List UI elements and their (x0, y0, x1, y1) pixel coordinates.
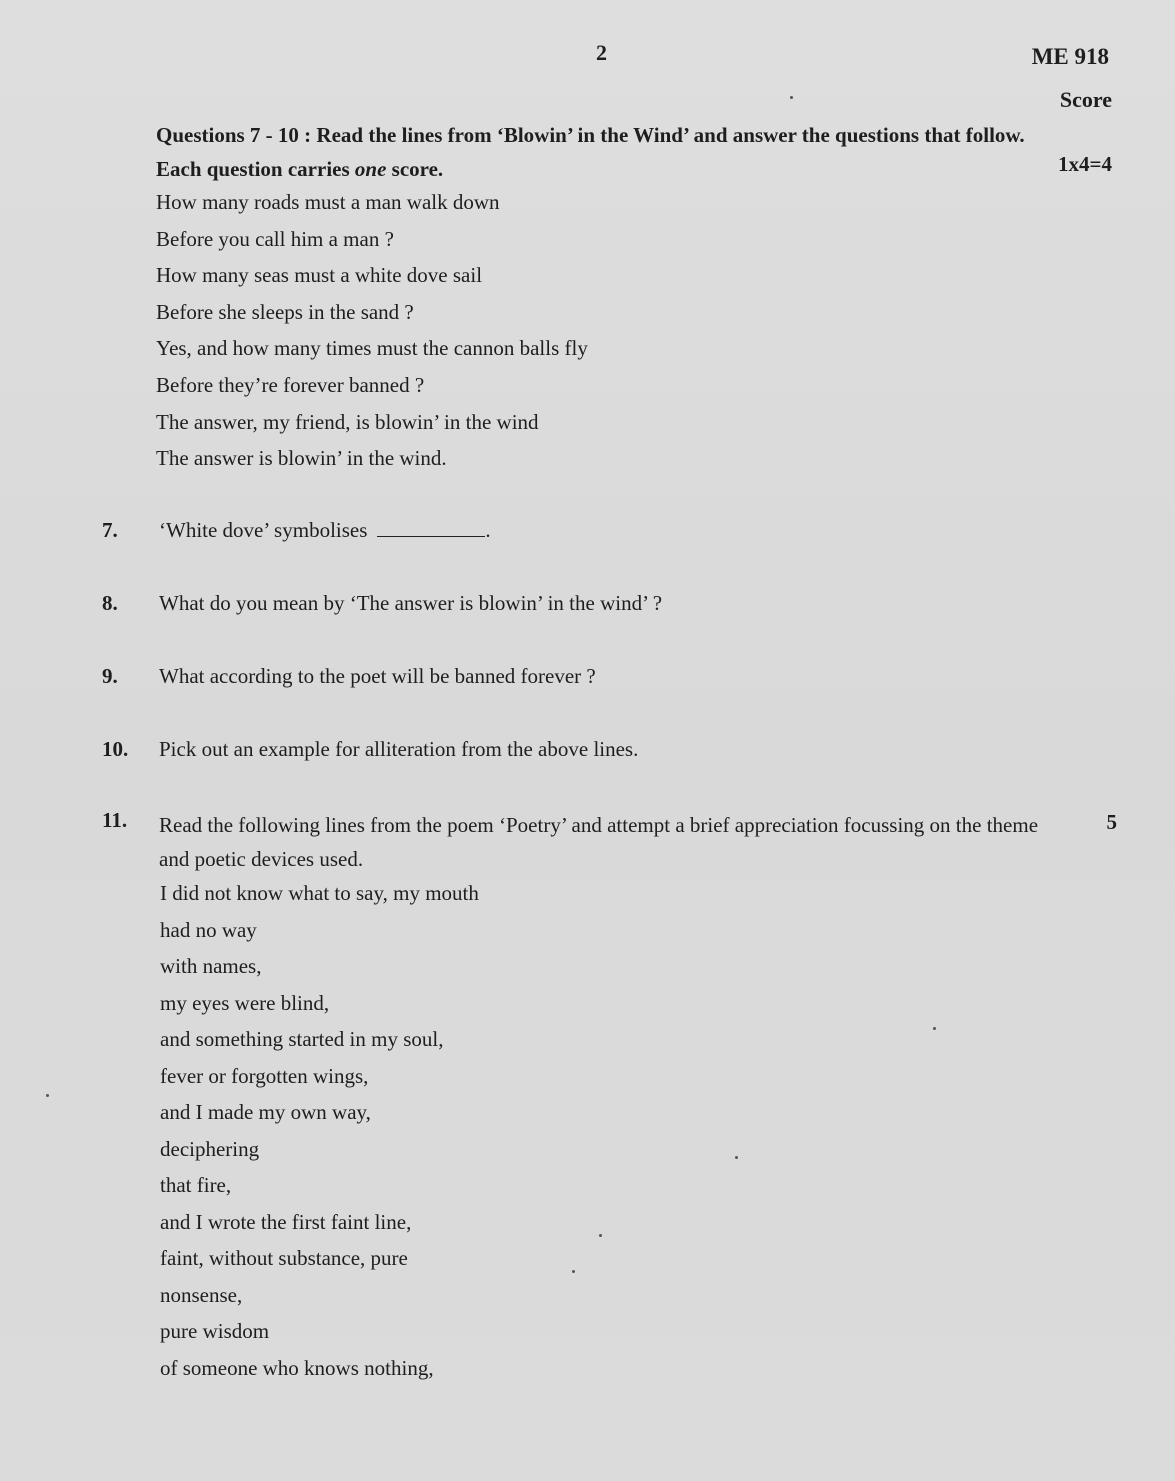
page-number: 2 (596, 40, 607, 65)
instruction-text: Questions 7 - 10 : Read the lines from ‘Blowin’ in the Wind’ and answer the questions that follow. Each question carries (156, 123, 1025, 181)
question-number: 7. (102, 518, 118, 542)
poem-line: How many seas must a white dove sail (156, 263, 483, 288)
poem-line: and I wrote the first faint line, (160, 1209, 412, 1234)
question-text: Pick out an example for alliteration from the above lines. (159, 737, 639, 761)
question-prompt: ‘White dove’ symbolises (159, 518, 368, 542)
scan-speck (599, 1234, 602, 1237)
poem-line: my eyes were blind, (160, 990, 330, 1015)
poem-line: had no way (160, 917, 257, 942)
question-number: 10. (102, 737, 129, 761)
question-11-marks: 5 (1106, 810, 1117, 834)
poem-line: Before they’re forever banned ? (156, 372, 425, 397)
poem-poetry (160, 875, 479, 1386)
poem-line: of someone who knows nothing, (160, 1355, 434, 1380)
poem-line: and I made my own way, (160, 1100, 371, 1124)
poem-blowin-in-the-wind (156, 184, 588, 477)
poem-line: nonsense, (160, 1282, 243, 1307)
poem-line: Yes, and how many times must the cannon balls fly (156, 336, 588, 361)
question-text: Read the following lines from the poem ‘Poetry’ and attempt a brief appreciation focussing on the theme and poetic devices used. (159, 813, 1039, 871)
scan-speck (933, 1027, 936, 1030)
answer-blank (377, 535, 485, 537)
instruction-end: score. (386, 157, 444, 181)
section-instruction (156, 118, 1056, 186)
instruction-emphasis: one (354, 157, 387, 181)
poem-line: Before you call him a man ? (156, 226, 394, 251)
poem-line: I did not know what to say, my mouth (160, 881, 479, 905)
poem-line: fever or forgotten wings, (160, 1063, 369, 1088)
scan-speck (790, 96, 793, 99)
blank-period: . (485, 518, 491, 542)
poem-line: pure wisdom (160, 1319, 270, 1343)
question-number: 9. (102, 664, 118, 688)
question-text: What do you mean by ‘The answer is blowin’ in the wind’ ? (159, 591, 663, 615)
poem-line: The answer, my friend, is blowin’ in the wind (156, 409, 539, 434)
poem-line: Before she sleeps in the sand ? (156, 299, 414, 324)
scan-speck (735, 1156, 738, 1159)
poem-line: How many roads must a man walk down (156, 190, 500, 214)
poem-line: with names, (160, 954, 262, 978)
poem-line: The answer is blowin’ in the wind. (156, 446, 447, 471)
scan-speck (572, 1270, 575, 1273)
poem-line: faint, without substance, pure (160, 1246, 408, 1270)
poem-line: deciphering (160, 1136, 260, 1161)
score-column-label: Score (1059, 87, 1112, 112)
paper-code: ME 918 (1031, 44, 1109, 69)
question-text (159, 518, 491, 543)
section-marks: 1x4=4 (1058, 152, 1112, 176)
question-number: 11. (102, 808, 128, 832)
poem-line: and something started in my soul, (160, 1027, 444, 1051)
poem-line: that fire, (160, 1173, 232, 1197)
question-text: What according to the poet will be banned forever ? (159, 664, 596, 688)
question-number: 8. (102, 591, 118, 615)
scan-speck (46, 1094, 49, 1097)
